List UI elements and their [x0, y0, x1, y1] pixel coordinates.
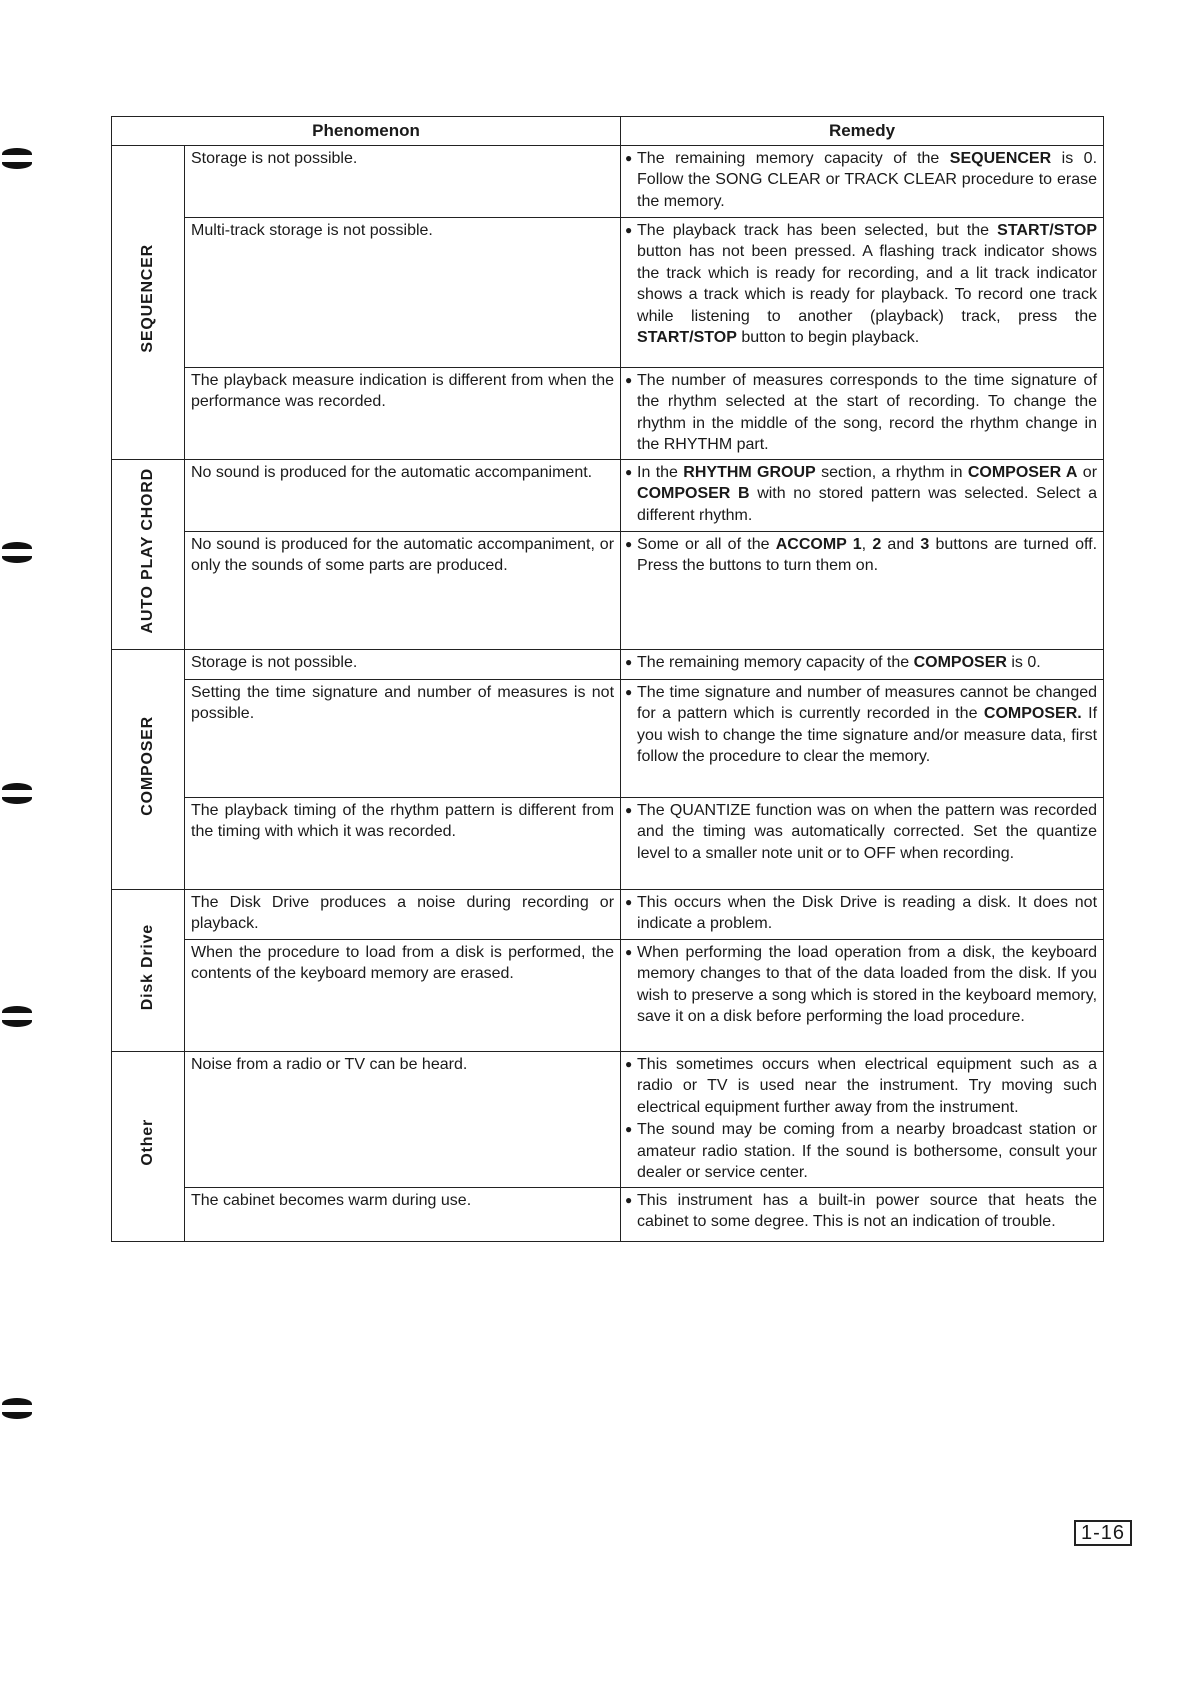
remedy-text: The QUANTIZE function was on when the pattern was recorded and the timing was automatically corrected. Set the quantize level to a smaller note unit or to OFF when recording. [637, 801, 1098, 862]
bullet-icon: ● [625, 1192, 633, 1207]
remedy-cell [621, 217, 1104, 367]
remedy-cell [621, 939, 1104, 1051]
remedy-cell [621, 145, 1104, 217]
remedy-text: Some or all of the ACCOMP 1, 2 and 3 buttons are turned off. Press the buttons to turn them on. [637, 535, 1098, 574]
section-label-cell [112, 649, 185, 889]
remedy-text: The number of measures corresponds to the time signature of the rhythm selected at the start of recording. To change the rhythm in the middle of the song, record the rhythm change in the RHYTHM part. [637, 371, 1098, 453]
remedy-text: The time signature and number of measures cannot be changed for a pattern which is currently recorded in the COMPOSER. If you wish to change the time signature and/or measure data, first follow the procedure to clear the memory. [637, 683, 1098, 765]
bullet-icon: ● [625, 1056, 633, 1071]
bullet-icon: ● [625, 802, 633, 817]
table-row [112, 1051, 1104, 1187]
remedy-text: When performing the load operation from a disk, the keyboard memory changes to that of the data loaded from the disk. If you wish to preserve a song which is stored in the keyboard memory, save it on a disk before performing the load procedure. [637, 943, 1098, 1025]
bullet-icon: ● [625, 684, 633, 699]
section-label: Disk Drive [139, 923, 157, 1010]
phenomenon-cell: Noise from a radio or TV can be heard. [185, 1051, 621, 1187]
binder-mark [0, 1000, 36, 1034]
bullet-icon: ● [625, 222, 633, 237]
binder-mark [0, 536, 36, 570]
remedy-text: The remaining memory capacity of the SEQUENCER is 0. Follow the SONG CLEAR or TRACK CLEAR procedure to erase the memory. [637, 149, 1098, 210]
remedy-text: The sound may be coming from a nearby broadcast station or amateur radio station. If the sound is bothersome, consult your dealer or service center. [637, 1121, 1098, 1181]
phenomenon-cell: The cabinet becomes warm during use. [185, 1187, 621, 1241]
remedy-item [625, 148, 1097, 213]
table-row [112, 889, 1104, 939]
phenomenon-cell: No sound is produced for the automatic accompaniment, or only the sounds of some parts are produced. [185, 531, 621, 649]
phenomenon-cell: Storage is not possible. [185, 145, 621, 217]
bullet-icon: ● [625, 894, 633, 909]
remedy-item [625, 1119, 1097, 1184]
binder-mark [0, 142, 36, 176]
remedy-item [625, 220, 1097, 349]
remedy-cell [621, 679, 1104, 797]
phenomenon-cell: Multi-track storage is not possible. [185, 217, 621, 367]
bullet-icon: ● [625, 654, 633, 669]
remedy-header: Remedy [621, 117, 1104, 146]
table-row [112, 679, 1104, 797]
troubleshooting-table [111, 116, 1104, 1242]
section-label: COMPOSER [139, 715, 157, 816]
bullet-icon: ● [625, 372, 633, 387]
bullet-icon: ● [625, 464, 633, 479]
remedy-item [625, 370, 1097, 456]
table-row [112, 367, 1104, 459]
phenomenon-cell: Storage is not possible. [185, 649, 621, 679]
phenomenon-header: Phenomenon [112, 117, 621, 146]
bullet-icon: ● [625, 944, 633, 959]
table-row [112, 649, 1104, 679]
section-label: Other [139, 1119, 157, 1167]
table-row [112, 145, 1104, 217]
table-row [112, 459, 1104, 531]
table-row [112, 797, 1104, 889]
phenomenon-cell: The playback measure indication is different from when the performance was recorded. [185, 367, 621, 459]
remedy-cell [621, 367, 1104, 459]
remedy-item [625, 682, 1097, 768]
page-number: 1-16 [1074, 1520, 1132, 1546]
section-label: AUTO PLAY CHORD [139, 467, 157, 634]
section-label-cell [112, 1051, 185, 1241]
phenomenon-cell: The playback timing of the rhythm pattern is different from the timing with which it was recorded. [185, 797, 621, 889]
phenomenon-cell: No sound is produced for the automatic accompaniment. [185, 459, 621, 531]
phenomenon-cell: The Disk Drive produces a noise during recording or playback. [185, 889, 621, 939]
section-label-cell [112, 459, 185, 649]
binder-mark [0, 777, 36, 811]
remedy-item [625, 534, 1097, 577]
section-label: SEQUENCER [139, 244, 157, 354]
phenomenon-cell: When the procedure to load from a disk is performed, the contents of the keyboard memory are erased. [185, 939, 621, 1051]
remedy-item [625, 652, 1097, 674]
remedy-cell [621, 1187, 1104, 1241]
remedy-cell [621, 797, 1104, 889]
remedy-item [625, 800, 1097, 865]
remedy-text: The remaining memory capacity of the COMPOSER is 0. [637, 653, 1041, 671]
bullet-icon: ● [625, 536, 633, 551]
remedy-item [625, 462, 1097, 527]
remedy-item [625, 1054, 1097, 1119]
binder-mark [0, 1392, 36, 1426]
remedy-cell [621, 459, 1104, 531]
table-row [112, 939, 1104, 1051]
remedy-text: This instrument has a built-in power source that heats the cabinet to some degree. This is not an indication of trouble. [637, 1191, 1098, 1230]
remedy-text: The playback track has been selected, but the START/STOP button has not been pressed. A flashing track indicator shows the track which is ready for recording, and a lit track indicator shows a track which is ready for playback. To record one track while listening to another (playback) track, press the START/STOP button to begin playback. [637, 221, 1098, 346]
table-row [112, 217, 1104, 367]
section-label-cell [112, 145, 185, 459]
remedy-cell [621, 649, 1104, 679]
remedy-text: This sometimes occurs when electrical equipment such as a radio or TV is used near the instrument. Try moving such electrical equipment further away from the instrument. [637, 1055, 1098, 1116]
remedy-cell [621, 889, 1104, 939]
remedy-cell [621, 531, 1104, 649]
remedy-item [625, 1190, 1097, 1233]
section-label-cell [112, 889, 185, 1051]
remedy-text: In the RHYTHM GROUP section, a rhythm in COMPOSER A or COMPOSER B with no stored pattern was selected. Select a different rhythm. [637, 463, 1098, 524]
remedy-item [625, 892, 1097, 935]
table-row [112, 1187, 1104, 1241]
table-header-row [112, 117, 1104, 146]
table-row [112, 531, 1104, 649]
phenomenon-cell: Setting the time signature and number of measures is not possible. [185, 679, 621, 797]
bullet-icon: ● [625, 150, 633, 165]
remedy-cell [621, 1051, 1104, 1187]
remedy-item [625, 942, 1097, 1028]
remedy-text: This occurs when the Disk Drive is reading a disk. It does not indicate a problem. [637, 893, 1098, 932]
bullet-icon: ● [625, 1122, 633, 1136]
